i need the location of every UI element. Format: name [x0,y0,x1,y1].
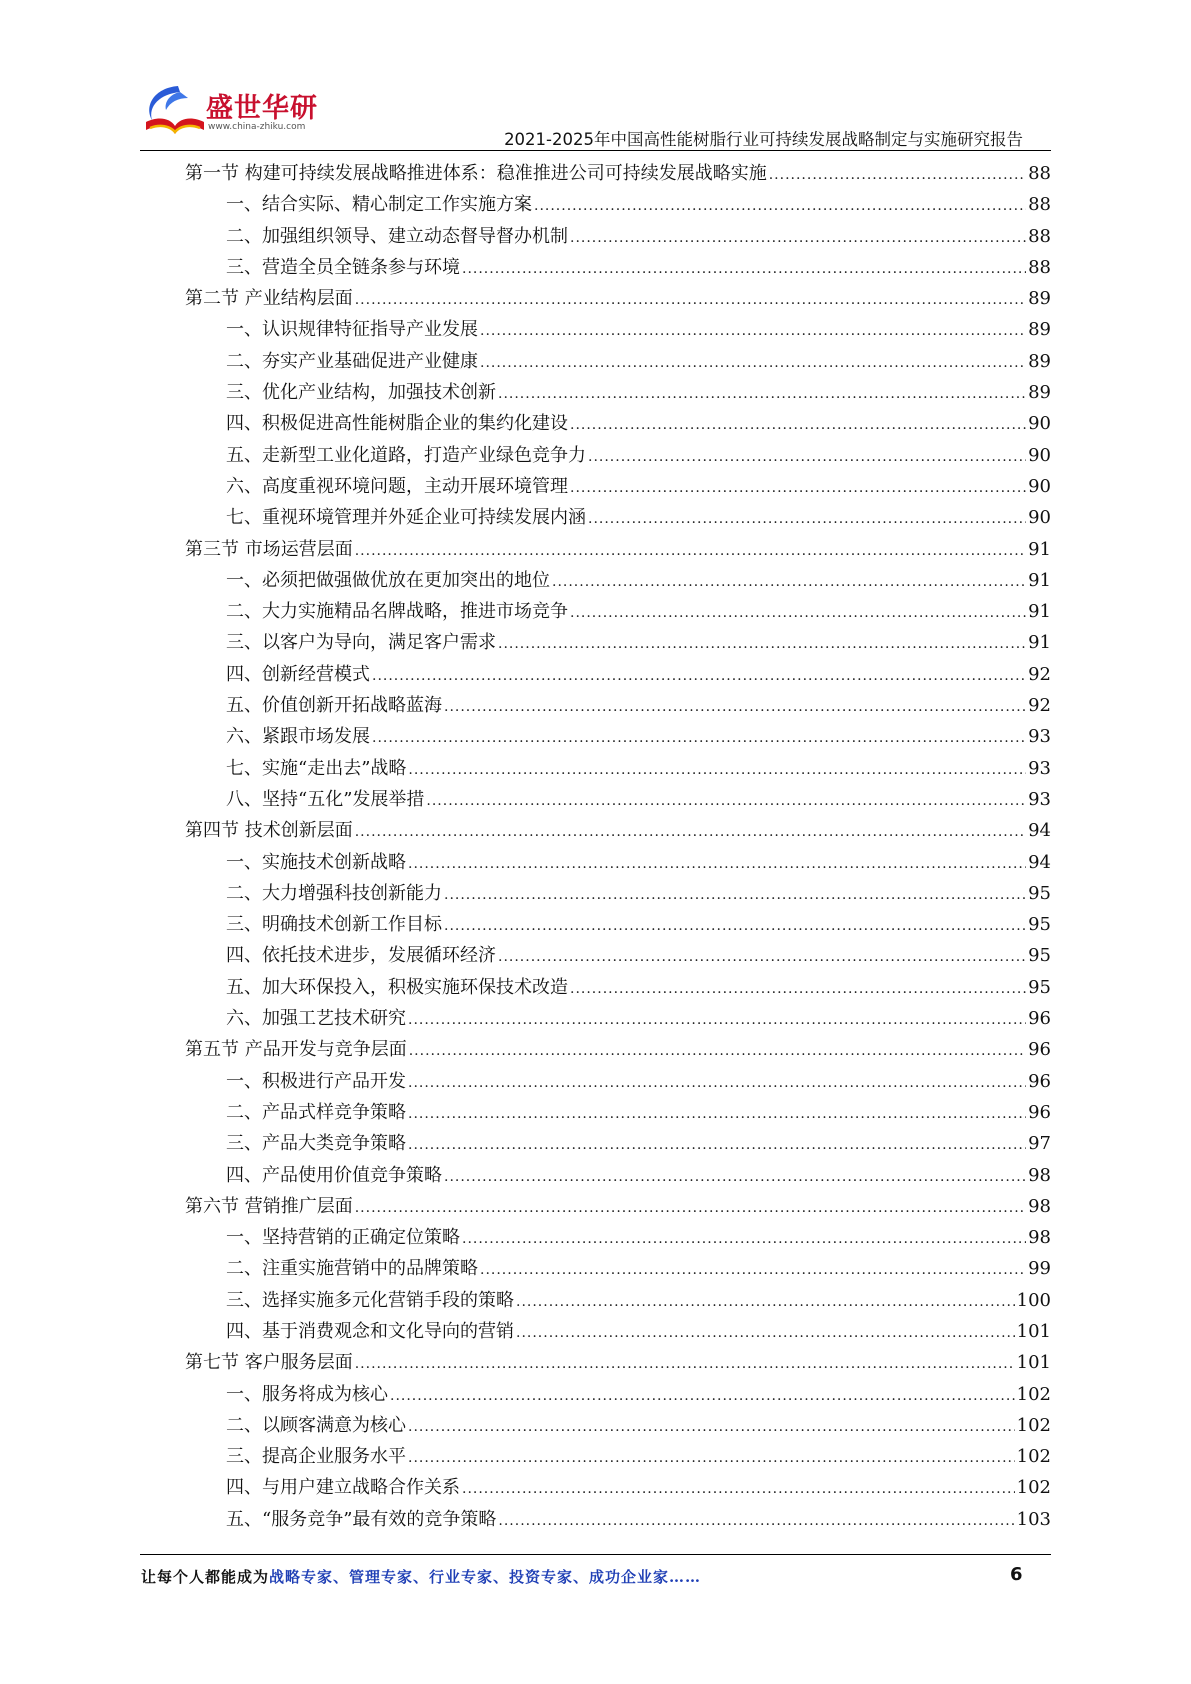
toc-entry-page: 94 [1028,820,1051,842]
toc-subsection-entry[interactable] [185,346,1051,377]
toc-entry-page: 90 [1028,507,1051,529]
toc-entry-title: 二、大力增强科技创新能力 [226,882,442,904]
toc-entry-title: 二、大力实施精品名牌战略，推进市场竞争 [226,601,568,623]
toc-entry-page: 88 [1028,225,1051,247]
logo-url: www.china-zhiku.com [208,122,306,132]
toc-entry-page: 99 [1028,1258,1051,1280]
toc-subsection-entry[interactable] [185,1066,1051,1097]
toc-entry-title: 二、加强组织领导、建立动态督导督办机制 [226,225,568,247]
toc-dot-leader [355,536,1026,567]
toc-dot-leader [534,191,1026,222]
toc-entry-title: 三、营造全员全链条参与环境 [226,256,460,278]
toc-entry-title: 第五节 产品开发与竞争层面 [185,1039,407,1061]
toc-entry-page: 93 [1028,788,1051,810]
toc-section-entry[interactable] [185,1191,1051,1222]
toc-entry-title: 四、产品使用价值竞争策略 [226,1164,442,1186]
toc-dot-leader [444,911,1026,942]
toc-dot-leader [408,1443,1015,1474]
toc-dot-leader [462,1474,1015,1505]
toc-dot-leader [570,223,1026,254]
toc-dot-leader [588,442,1026,473]
toc-dot-leader [408,1005,1026,1036]
toc-entry-title: 四、依托技术进步，发展循环经济 [226,945,496,967]
toc-dot-leader [462,254,1026,285]
toc-subsection-entry[interactable] [185,471,1051,502]
toc-entry-title: 四、与用户建立战略合作关系 [226,1477,460,1499]
footer-divider [140,1554,1051,1555]
toc-dot-leader [444,1162,1026,1193]
toc-subsection-entry[interactable] [185,1097,1051,1128]
toc-entry-page: 92 [1028,695,1051,717]
toc-entry-page: 90 [1028,444,1051,466]
toc-entry-page: 89 [1028,288,1051,310]
toc-subsection-entry[interactable] [185,189,1051,220]
toc-subsection-entry[interactable] [185,1472,1051,1503]
toc-dot-leader [444,692,1026,723]
toc-dot-leader [409,1036,1026,1067]
toc-entry-title: 第二节 产业结构层面 [185,288,353,310]
toc-dot-leader [769,160,1026,191]
toc-subsection-entry[interactable] [185,1379,1051,1410]
footer-slogan-lead: 让每个人都能成为 [141,1568,270,1586]
toc-entry-page: 98 [1028,1164,1051,1186]
toc-entry-title: 第四节 技术创新层面 [185,820,353,842]
toc-entry-title: 二、夯实产业基础促进产业健康 [226,350,478,372]
toc-subsection-entry[interactable] [185,909,1051,940]
toc-entry-page: 102 [1016,1383,1051,1405]
toc-dot-leader [588,504,1026,535]
company-logo [140,82,318,142]
toc-entry-page: 90 [1028,413,1051,435]
toc-entry-page: 95 [1028,945,1051,967]
toc-dot-leader [408,755,1026,786]
table-of-contents [185,158,1051,1535]
toc-dot-leader [355,1349,1015,1380]
toc-dot-leader [355,817,1026,848]
toc-dot-leader [480,1255,1026,1286]
toc-entry-title: 一、认识规律特征指导产业发展 [226,319,478,341]
toc-dot-leader [570,598,1026,629]
toc-subsection-entry[interactable] [185,440,1051,471]
toc-dot-leader [516,1318,1015,1349]
toc-entry-page: 101 [1016,1320,1051,1342]
toc-entry-page: 88 [1028,256,1051,278]
toc-section-entry[interactable] [185,283,1051,314]
book-swirl-logo-icon [140,82,210,142]
toc-entry-title: 三、提高企业服务水平 [226,1446,406,1468]
toc-subsection-entry[interactable] [185,972,1051,1003]
toc-entry-title: 六、紧跟市场发展 [226,726,370,748]
toc-subsection-entry[interactable] [185,314,1051,345]
toc-dot-leader [426,786,1026,817]
toc-subsection-entry[interactable] [185,1222,1051,1253]
toc-subsection-entry[interactable] [185,596,1051,627]
toc-dot-leader [408,849,1026,880]
toc-subsection-entry[interactable] [185,721,1051,752]
toc-entry-page: 89 [1028,319,1051,341]
toc-entry-page: 89 [1028,382,1051,404]
toc-section-entry[interactable] [185,158,1051,189]
toc-subsection-entry[interactable] [185,878,1051,909]
toc-subsection-entry[interactable] [185,940,1051,971]
toc-entry-title: 四、创新经营模式 [226,663,370,685]
toc-entry-page: 96 [1028,1039,1051,1061]
toc-entry-title: 三、以客户为导向，满足客户需求 [226,632,496,654]
toc-dot-leader [498,379,1026,410]
toc-entry-title: 六、高度重视环境问题，主动开展环境管理 [226,475,568,497]
toc-subsection-entry[interactable] [185,1160,1051,1191]
footer-slogan-roles: 战略专家、管理专家、行业专家、投资专家、成功企业家…… [269,1568,702,1586]
toc-subsection-entry[interactable] [185,753,1051,784]
toc-subsection-entry[interactable] [185,502,1051,533]
toc-dot-leader [552,567,1026,598]
toc-subsection-entry[interactable] [185,1410,1051,1441]
toc-entry-page: 88 [1028,163,1051,184]
toc-entry-page: 103 [1016,1508,1051,1530]
toc-entry-page: 89 [1028,350,1051,372]
header-divider [140,150,1051,151]
toc-dot-leader [355,1193,1026,1224]
toc-entry-title: 一、积极进行产品开发 [226,1070,406,1092]
toc-entry-title: 一、实施技术创新战略 [226,851,406,873]
toc-dot-leader [408,1068,1026,1099]
toc-dot-leader [570,473,1026,504]
toc-entry-title: 三、选择实施多元化营销手段的策略 [226,1289,514,1311]
toc-entry-title: 五、加大环保投入，积极实施环保技术改造 [226,976,568,998]
toc-entry-page: 90 [1028,475,1051,497]
toc-dot-leader [498,629,1026,660]
toc-subsection-entry[interactable] [185,659,1051,690]
toc-entry-page: 96 [1028,1070,1051,1092]
toc-entry-title: 八、坚持“五化”发展举措 [226,788,425,810]
toc-dot-leader [408,1099,1026,1130]
toc-subsection-entry[interactable] [185,1128,1051,1159]
toc-entry-page: 102 [1016,1446,1051,1468]
toc-subsection-entry[interactable] [185,1003,1051,1034]
toc-entry-title: 六、加强工艺技术研究 [226,1008,406,1030]
toc-entry-title: 二、注重实施营销中的品牌策略 [226,1258,478,1280]
toc-subsection-entry[interactable] [185,252,1051,283]
toc-subsection-entry[interactable] [185,1253,1051,1284]
toc-entry-title: 七、实施“走出去”战略 [226,757,407,779]
toc-entry-title: 一、结合实际、精心制定工作实施方案 [226,194,532,216]
toc-dot-leader [372,661,1026,692]
toc-section-entry[interactable] [185,1034,1051,1065]
toc-dot-leader [355,285,1026,316]
toc-subsection-entry[interactable] [185,221,1051,252]
toc-subsection-entry[interactable] [185,627,1051,658]
toc-dot-leader [408,1412,1015,1443]
toc-entry-title: 七、重视环境管理并外延企业可持续发展内涵 [226,507,586,529]
toc-subsection-entry[interactable] [185,784,1051,815]
toc-dot-leader [498,1506,1014,1537]
toc-dot-leader [390,1381,1015,1412]
toc-entry-title: 第七节 客户服务层面 [185,1352,353,1374]
page-number: 6 [1010,1564,1023,1585]
toc-entry-title: 第一节 构建可持续发展战略推进体系：稳准推进公司可持续发展战略实施 [185,163,767,184]
footer-slogan [141,1566,701,1587]
toc-subsection-entry[interactable] [185,1316,1051,1347]
toc-subsection-entry[interactable] [185,1504,1051,1535]
toc-entry-page: 96 [1028,1008,1051,1030]
toc-dot-leader [480,316,1026,347]
toc-entry-title: 三、产品大类竞争策略 [226,1133,406,1155]
toc-entry-page: 102 [1016,1414,1051,1436]
toc-entry-title: 一、服务将成为核心 [226,1383,388,1405]
toc-entry-title: 五、“服务竞争”最有效的竞争策略 [226,1508,497,1530]
toc-dot-leader [498,942,1026,973]
toc-dot-leader [570,974,1026,1005]
toc-entry-title: 五、走新型工业化道路，打造产业绿色竞争力 [226,444,586,466]
toc-entry-page: 91 [1028,632,1051,654]
toc-section-entry[interactable] [185,815,1051,846]
toc-subsection-entry[interactable] [185,1441,1051,1472]
toc-entry-page: 88 [1028,194,1051,216]
toc-entry-page: 98 [1028,1195,1051,1217]
toc-entry-title: 第三节 市场运营层面 [185,538,353,560]
toc-entry-title: 二、产品式样竞争策略 [226,1101,406,1123]
toc-entry-title: 一、坚持营销的正确定位策略 [226,1227,460,1249]
toc-entry-title: 三、优化产业结构，加强技术创新 [226,382,496,404]
toc-entry-page: 102 [1016,1477,1051,1499]
toc-entry-page: 91 [1028,601,1051,623]
toc-entry-page: 95 [1028,914,1051,936]
toc-subsection-entry[interactable] [185,408,1051,439]
toc-section-entry[interactable] [185,1347,1051,1378]
toc-entry-title: 五、价值创新开拓战略蓝海 [226,695,442,717]
report-title: 2021-2025年中国高性能树脂行业可持续发展战略制定与实施研究报告 [504,130,1023,149]
toc-dot-leader [372,723,1026,754]
toc-subsection-entry[interactable] [185,565,1051,596]
toc-entry-page: 94 [1028,851,1051,873]
logo-name: 盛世华研 [206,93,318,124]
toc-dot-leader [570,410,1026,441]
toc-entry-page: 93 [1028,726,1051,748]
toc-entry-page: 95 [1028,882,1051,904]
toc-subsection-entry[interactable] [185,377,1051,408]
toc-entry-page: 96 [1028,1101,1051,1123]
toc-dot-leader [444,880,1026,911]
toc-entry-title: 四、积极促进高性能树脂企业的集约化建设 [226,413,568,435]
toc-entry-title: 一、必须把做强做优放在更加突出的地位 [226,569,550,591]
toc-entry-title: 三、明确技术创新工作目标 [226,914,442,936]
toc-dot-leader [516,1287,1015,1318]
toc-entry-title: 第六节 营销推广层面 [185,1195,353,1217]
toc-entry-title: 四、基于消费观念和文化导向的营销 [226,1320,514,1342]
toc-dot-leader [462,1224,1026,1255]
toc-entry-page: 100 [1016,1289,1051,1311]
toc-subsection-entry[interactable] [185,847,1051,878]
toc-entry-page: 98 [1028,1227,1051,1249]
toc-dot-leader [480,348,1026,379]
toc-section-entry[interactable] [185,534,1051,565]
toc-entry-page: 93 [1028,757,1051,779]
toc-entry-page: 101 [1016,1352,1051,1374]
toc-dot-leader [408,1130,1026,1161]
toc-entry-page: 97 [1028,1133,1051,1155]
toc-entry-page: 95 [1028,976,1051,998]
toc-entry-page: 92 [1028,663,1051,685]
toc-entry-page: 91 [1028,569,1051,591]
toc-entry-page: 91 [1028,538,1051,560]
toc-subsection-entry[interactable] [185,1285,1051,1316]
toc-subsection-entry[interactable] [185,690,1051,721]
toc-entry-title: 二、以顾客满意为核心 [226,1414,406,1436]
